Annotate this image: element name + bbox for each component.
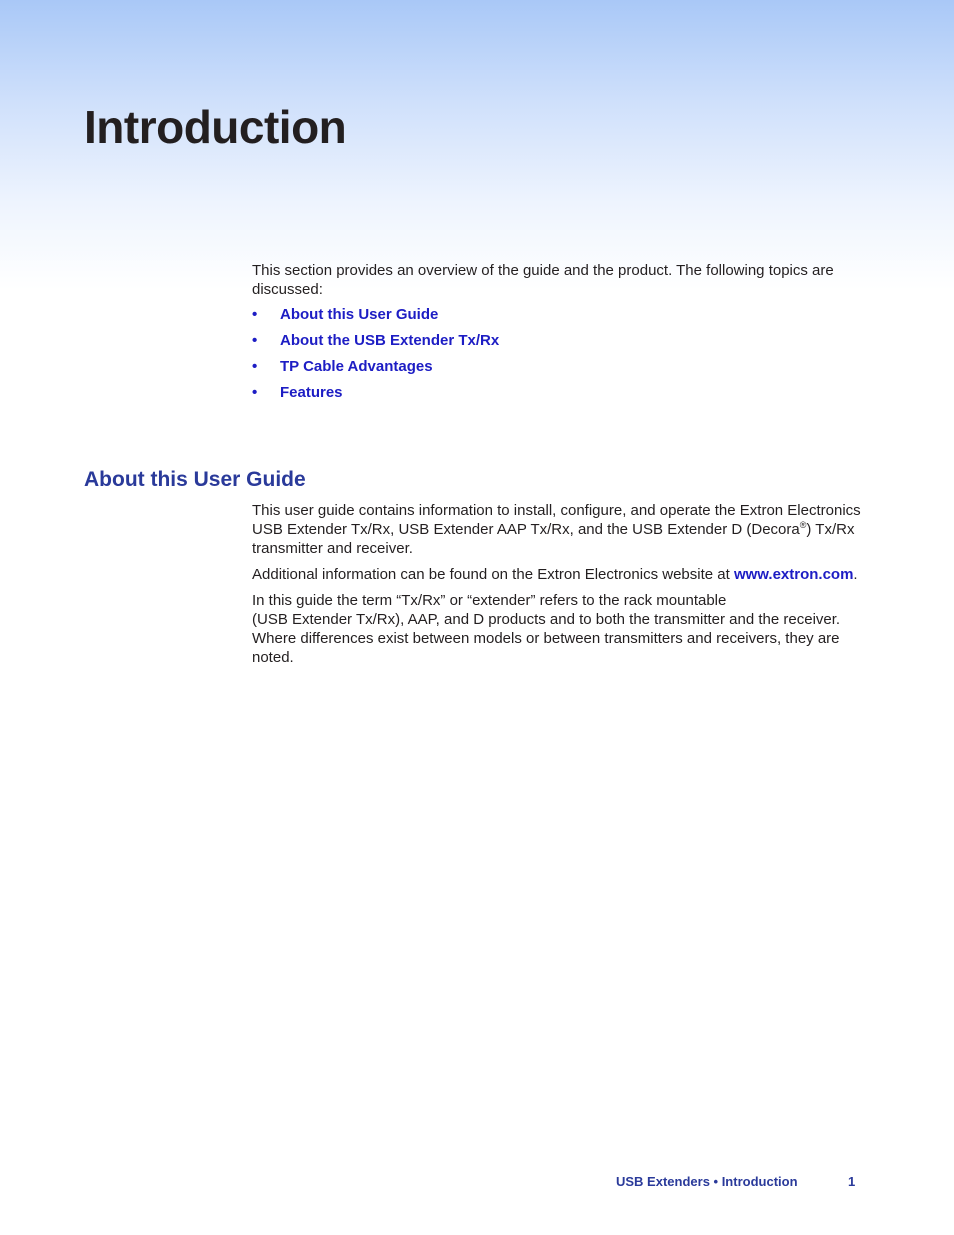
list-item [252, 305, 499, 331]
paragraph-text: (USB Extender Tx/Rx), AAP, and D products and to both the transmitter and the receiver. Where differences exist between models or between transmitters and receivers, they are noted. [252, 611, 841, 666]
registered-mark: ® [799, 520, 807, 530]
paragraph-website [252, 565, 870, 584]
bullet: • [252, 306, 258, 323]
paragraph-overview [252, 501, 870, 558]
bullet: • [252, 332, 258, 349]
topic-list [252, 305, 499, 409]
paragraph-terminology [252, 591, 870, 667]
bullet: • [252, 384, 258, 401]
topic-link-about-usb-extender[interactable]: About the USB Extender Tx/Rx [280, 332, 500, 349]
chapter-title: Introduction [84, 101, 347, 153]
paragraph-text: Additional information can be found on the Extron Electronics website at [252, 566, 734, 583]
paragraph-text: In this guide the term “Tx/Rx” or “extender” refers to the rack mountable [252, 592, 727, 609]
paragraph-text: . [853, 566, 858, 583]
section-body [252, 501, 870, 674]
footer-title: USB Extenders • Introduction [616, 1174, 798, 1189]
list-item [252, 331, 499, 357]
paragraph-text: This user guide contains information to install, configure, and operate the Extron Electronics USB Extender Tx/Rx, USB Extender AAP Tx/Rx, and the USB Extender D (Decora [252, 502, 861, 538]
section-heading: About this User Guide [84, 468, 306, 491]
page-number: 1 [848, 1174, 856, 1189]
list-item [252, 383, 499, 409]
topic-link-about-user-guide[interactable]: About this User Guide [280, 306, 439, 323]
topic-link-features[interactable]: Features [280, 384, 343, 401]
website-link[interactable]: www.extron.com [733, 566, 854, 583]
topic-link-tp-cable-advantages[interactable]: TP Cable Advantages [280, 358, 433, 375]
paragraph-text: ) Tx/Rx transmitter and receiver. [252, 521, 855, 557]
intro-paragraph: This section provides an overview of the guide and the product. The following topics are discussed: [252, 262, 834, 298]
list-item [252, 357, 499, 383]
bullet: • [252, 358, 258, 375]
